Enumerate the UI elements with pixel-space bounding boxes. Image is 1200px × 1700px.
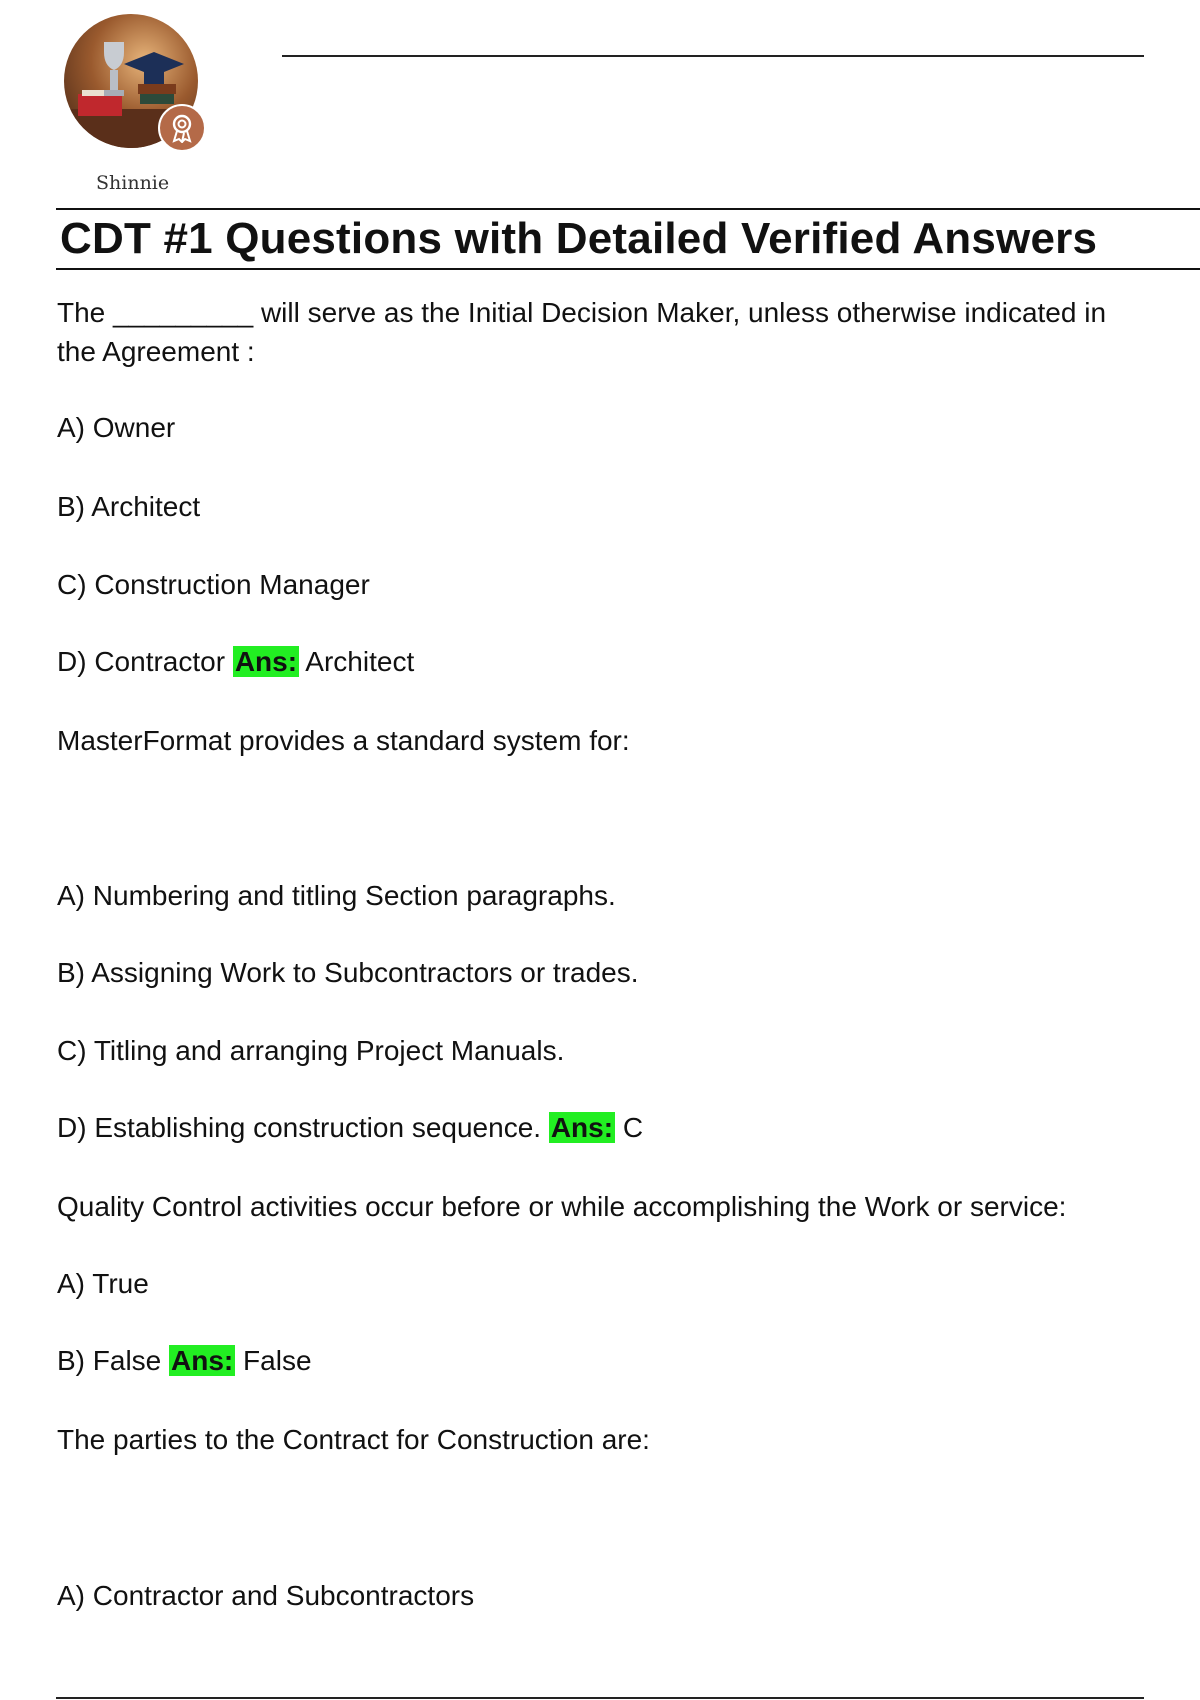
answer-label: Ans:	[234, 646, 298, 677]
question-3-option-b: B) False	[57, 1345, 162, 1376]
question-1-text-line-1: The _________ will serve as the Initial Decision Maker, unless otherwise indicated in	[57, 297, 1107, 328]
question-1-option-d: D) Contractor	[57, 646, 226, 677]
question-2-option-d-line	[57, 1108, 643, 1148]
answer-label: Ans:	[171, 1345, 234, 1376]
question-2-answer: C	[615, 1112, 644, 1143]
question-1-text-line-2: the Agreement :	[57, 336, 255, 367]
question-2-option-a: A) Numbering and titling Section paragraphs.	[57, 880, 616, 911]
question-4-text: The parties to the Contract for Construction are:	[57, 1424, 650, 1455]
question-3-option-b-line	[57, 1341, 312, 1381]
question-3-text: Quality Control activities occur before or while accomplishing the Work or service:	[57, 1191, 1067, 1222]
question-2-text: MasterFormat provides a standard system for:	[57, 725, 630, 756]
page-title: CDT #1 Questions with Detailed Verified Answers	[60, 214, 1098, 263]
question-2-option-d: D) Establishing construction sequence.	[57, 1112, 542, 1143]
question-1-option-b: B) Architect	[57, 491, 201, 522]
answer-label: Ans:	[550, 1112, 614, 1143]
footer-divider	[56, 1697, 1144, 1699]
question-1-option-d-line	[57, 642, 414, 682]
question-3-option-a: A) True	[57, 1268, 149, 1299]
header-divider	[282, 55, 1144, 57]
question-1-option-a: A) Owner	[57, 412, 176, 443]
question-4-option-a: A) Contractor and Subcontractors	[57, 1580, 475, 1611]
title-band	[56, 208, 1200, 270]
question-2-option-b: B) Assigning Work to Subcontractors or trades.	[57, 957, 639, 988]
question-2-option-c: C) Titling and arranging Project Manuals.	[57, 1035, 565, 1066]
question-1-option-c: C) Construction Manager	[57, 569, 370, 600]
award-ribbon-icon	[158, 104, 206, 152]
question-3-answer: False	[235, 1345, 312, 1376]
question-1-answer: Architect	[299, 646, 415, 677]
author-name[interactable]: Shinnie	[96, 172, 170, 194]
